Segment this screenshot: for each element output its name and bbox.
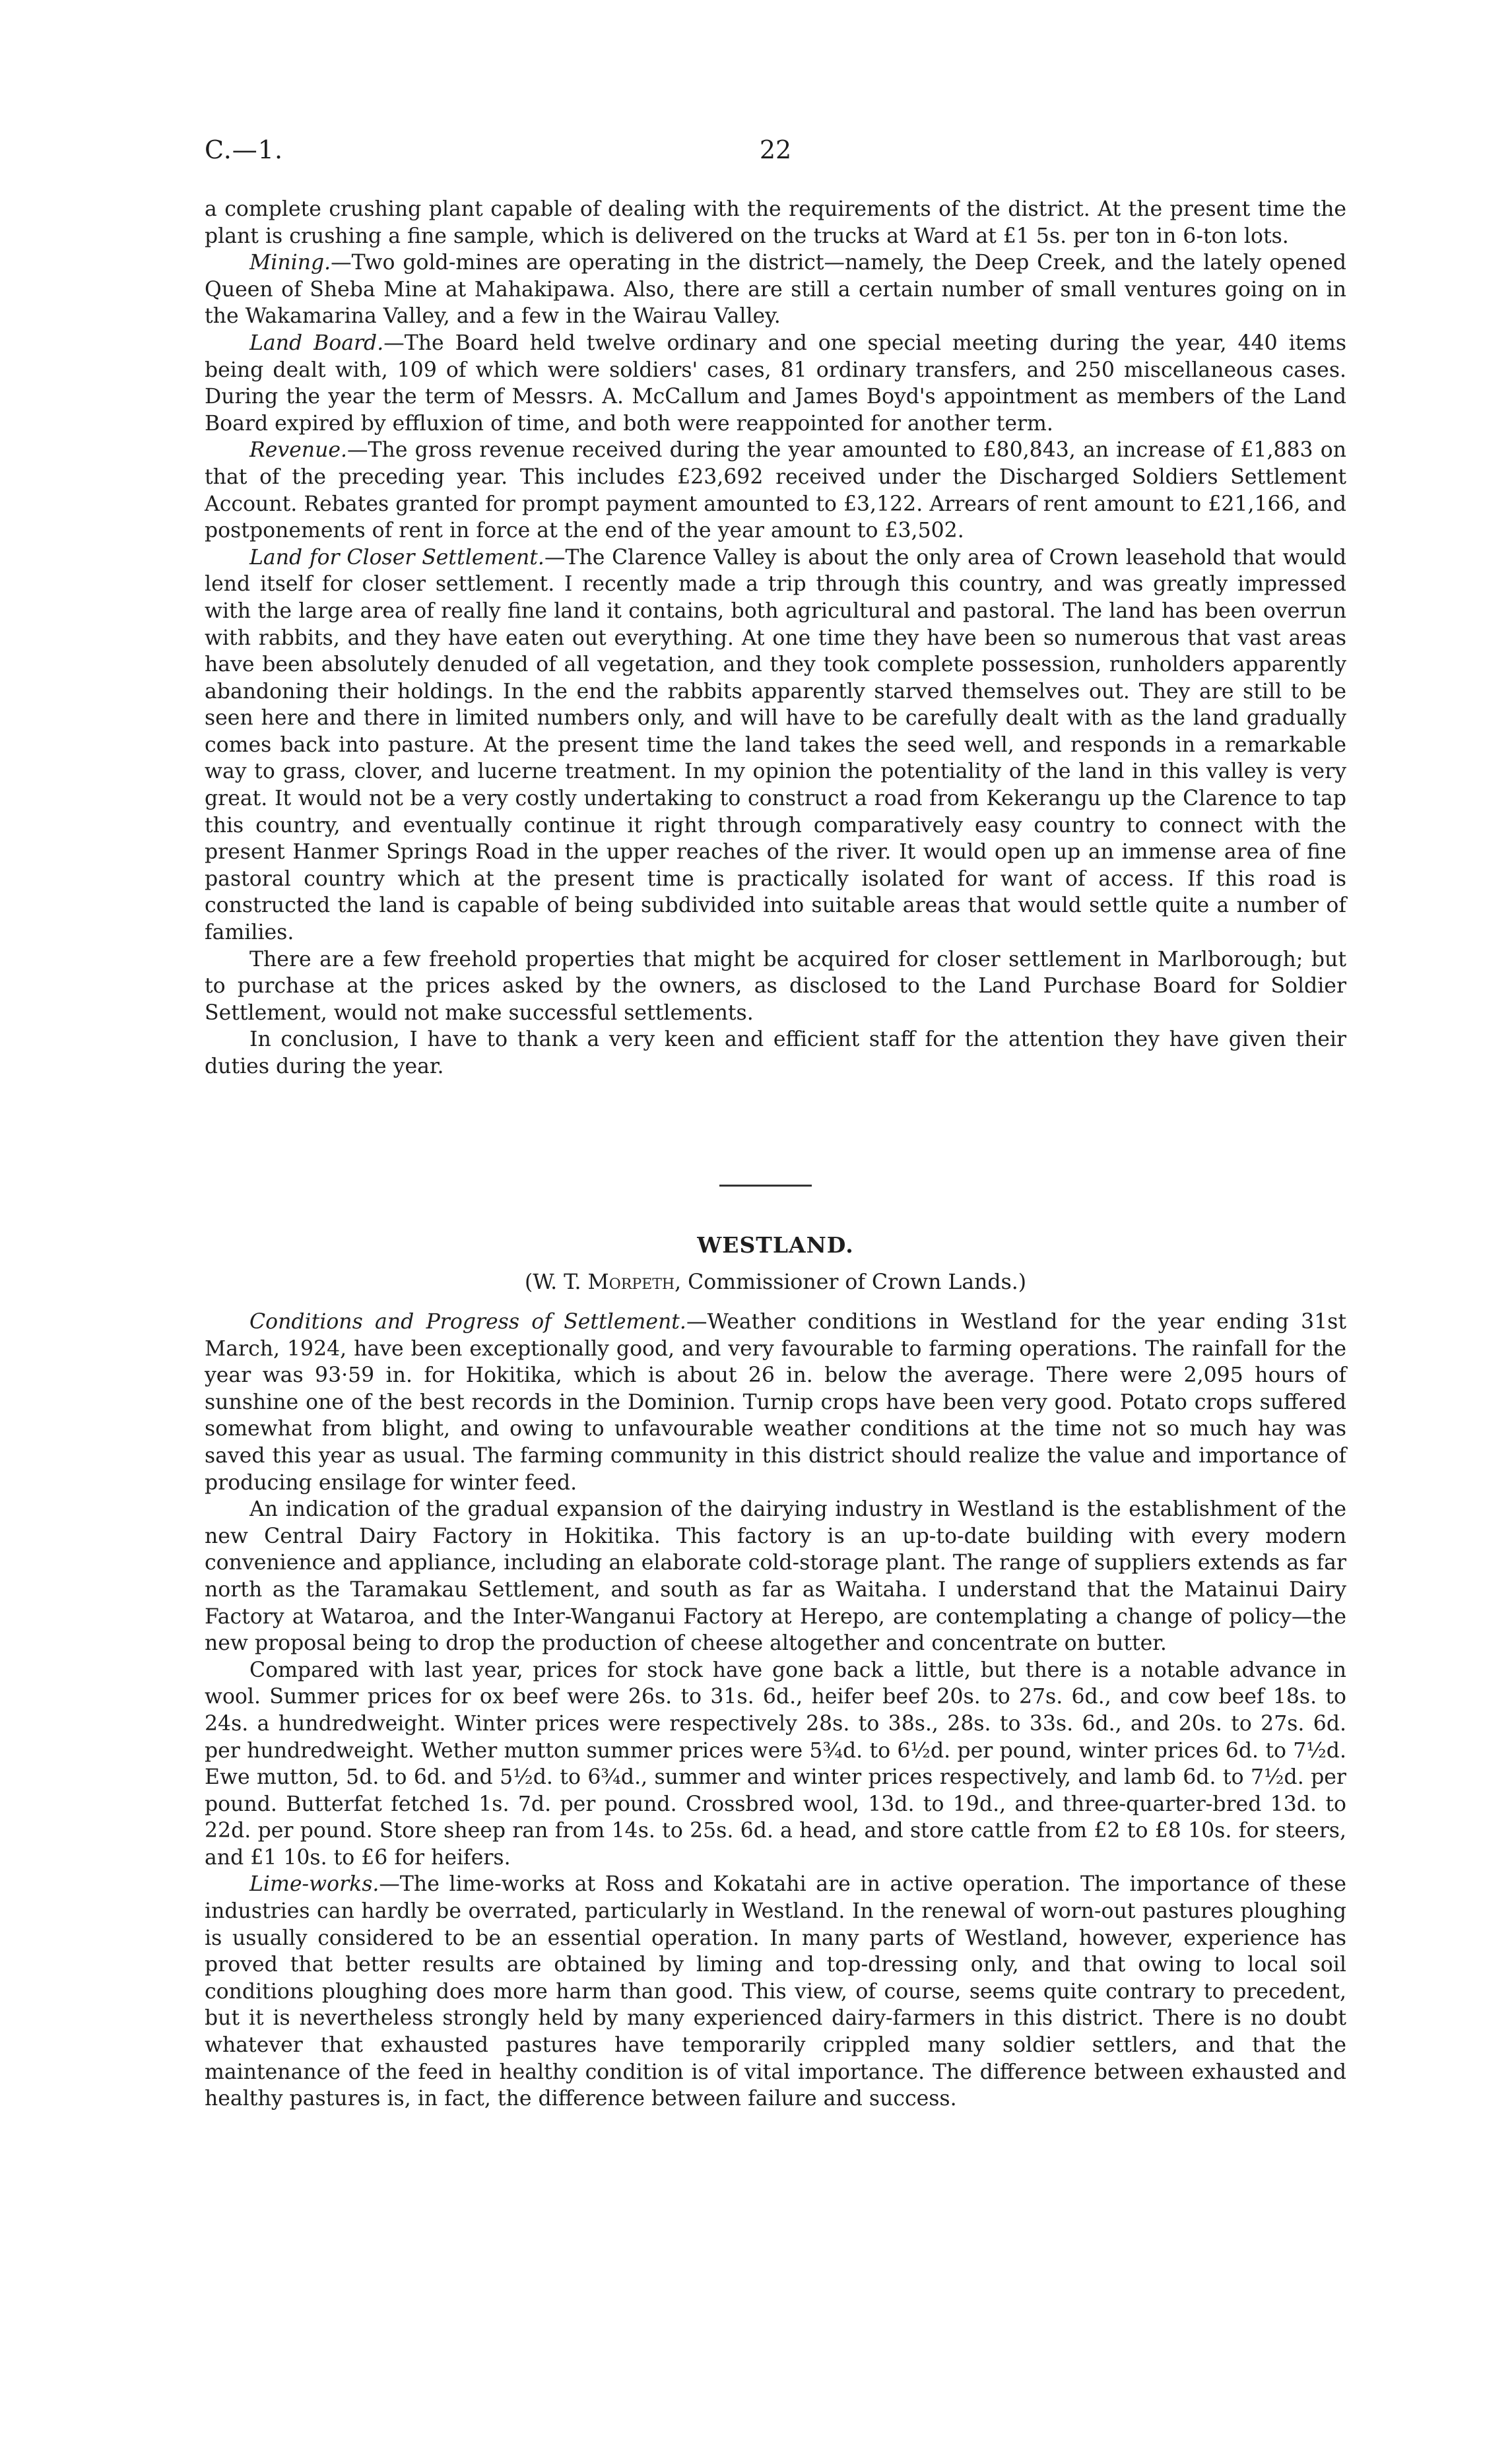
paragraph-land-board: Land Board.—The Board held twelve ordinary and one special meeting during the year, 440 items being dealt with, 109 of which were soldiers' cases, 81 ordinary transfers, and 250 miscellaneous cases. During the year the term of Messrs. A. McCallum and James Boyd's appointment as members of the Land Board expired by effluxion of time, and both were reappointed for another term. bbox=[205, 331, 1346, 436]
paragraph-heading: Lime-works. bbox=[249, 1872, 379, 1897]
paragraph-heading: Revenue. bbox=[249, 438, 348, 463]
paragraph-closer-settlement: Land for Closer Settlement.—The Clarence Valley is about the only area of Crown leasehold that would lend itself for closer settlement. I recently made a trip through this country, and was greatly impressed with the large area of really fine land it contains, both agricultural and pastoral. The land has been overrun with rabbits, and they have eaten out everything. At one time they have been so numerous that vast areas have been absolutely denuded of all vegetation, and they took complete possession, runholders apparently abandoning their holdings. In the end the rabbits apparently starved themselves out. They are still to be seen here and there in limited numbers only, and will have to be carefully dealt with as the land gradually comes back into pasture. At the present time the land takes the seed well, and responds in a remarkable way to grass, clover, and lucerne treatment. In my opinion the potentiality of the land in this valley is very great. It would not be a very costly undertaking to construct a road from Kekerangu up the Clarence to tap this country, and eventually continue it right through comparatively easy country to connect with the present Hanmer Springs Road in the upper reaches of the river. It would open up an immense area of fine pastoral country which at the present time is practically isolated for want of access. If this road is constructed the land is capable of being subdivided into suitable areas that would settle quite a number of families. bbox=[205, 545, 1346, 945]
paragraph-revenue: Revenue.—The gross revenue received during the year amounted to £80,843, an increase of £1,883 on that of the preceding year. This includes £23,692 received under the Discharged Soldiers Settlement Account. Rebates granted for prompt payment amounted to £3,122. Arrears of rent amount to £21,166, and postponements of rent in force at the end of the year amount to £3,502. bbox=[205, 438, 1346, 543]
paragraph-freehold: There are a few freehold properties that might be acquired for closer settlement in Marlborough; but to purchase at the prices asked by the owners, as disclosed to the Land Purchase Board for Soldier Settlement, would not make successful settlements. bbox=[205, 947, 1346, 1025]
paragraph-heading: Conditions and Progress of Settlement. bbox=[249, 1310, 686, 1334]
paragraph-prices: Compared with last year, prices for stock have gone back a little, but there is a notable advance in wool. Summer prices for ox beef were 26s. to 31s. 6d., heifer beef 20s. to 27s. 6d., and cow beef 18s. to 24s. a hundredweight. Winter prices were respectively 28s. to 38s., 28s. to 33s. 6d., and 20s. to 27s. 6d. per hundredweight. Wether mutton summer prices were 5¾d. to 6½d. per pound, winter prices 6d. to 7½d. Ewe mutton, 5d. to 6d. and 5½d. to 6¾d., summer and winter prices respectively, and lamb 6d. to 7½d. per pound. Butterfat fetched 1s. 7d. per pound. Crossbred wool, 13d. to 19d., and three-quarter-bred 13d. to 22d. per pound. Store sheep ran from 14s. to 25s. 6d. a head, and store cattle from £2 to £8 10s. for steers, and £1 10s. to £6 for heifers. bbox=[205, 1658, 1346, 1870]
page-number: 22 bbox=[759, 135, 792, 164]
paragraph-mining: Mining.—Two gold-mines are operating in the district—namely, the Deep Creek, and the lately opened Queen of Sheba Mine at Mahakipawa. Also, there are still a certain number of small ventures going on in the Wakamarina Valley, and a few in the Wairau Valley. bbox=[205, 251, 1346, 329]
paragraph: a complete crushing plant capable of dealing with the requirements of the district. At the present time the plant is crushing a fine sample, which is delivered on the trucks at Ward at £1 5s. per ton in 6-ton lots. bbox=[205, 197, 1346, 248]
paragraph-heading: Mining. bbox=[249, 251, 331, 275]
page-header bbox=[205, 135, 1346, 175]
westland-section bbox=[205, 1309, 1346, 2112]
document-reference: C.—1. bbox=[205, 135, 284, 164]
paragraph-conclusion: In conclusion, I have to thank a very keen and efficient staff for the attention they have given their duties during the year. bbox=[205, 1028, 1346, 1078]
paragraph-heading: Land Board. bbox=[249, 331, 384, 355]
section-title: WESTLAND. bbox=[697, 1232, 854, 1258]
paragraph-conditions: Conditions and Progress of Settlement.—Weather conditions in Westland for the year ending 31st March, 1924, have been exceptionally good, and very favourable to farming operations. The rainfall for the year was 93·59 in. for Hokitika, which is about 26 in. below the average. There were 2,095 hours of sunshine one of the best records in the Dominion. Turnip crops have been very good. Potato crops suffered somewhat from blight, and owing to unfavourable weather conditions at the time not so much hay was saved this year as usual. The farming community in this district should realize the value and importance of producing ensilage for winter feed. bbox=[205, 1310, 1346, 1495]
paragraph-heading: Land for Closer Settlement. bbox=[249, 545, 544, 570]
section-divider bbox=[719, 1185, 812, 1187]
section-subtitle: (W. T. Morpeth, Commissioner of Crown Lands.) bbox=[524, 1270, 1027, 1294]
commissioner-name: Morpeth bbox=[587, 1270, 675, 1294]
paragraph-dairying: An indication of the gradual expansion of the dairying industry in Westland is the establishment of the new Central Dairy Factory in Hokitika. This factory is an up-to-date building with every modern convenience and appliance, including an elaborate cold-storage plant. The range of suppliers extends as far north as the Taramakau Settlement, and south as far as Waitaha. I understand that the Matainui Dairy Factory at Wataroa, and the Inter-Wanganui Factory at Herepo, are contemplating a change of policy—the new proposal being to drop the production of cheese altogether and concentrate on butter. bbox=[205, 1497, 1346, 1656]
marlborough-continuation bbox=[205, 196, 1346, 1080]
paragraph-lime-works: Lime-works.—The lime-works at Ross and Kokatahi are in active operation. The importance of these industries can hardly be overrated, particularly in Westland. In the renewal of worn-out pastures ploughing is usually considered to be an essential operation. In many parts of Westland, however, experience has proved that better results are obtained by liming and top-dressing only, and that owing to local soil conditions ploughing does more harm than good. This view, of course, seems quite contrary to precedent, but it is nevertheless strongly held by many experienced dairy-farmers in this district. There is no doubt whatever that exhausted pastures have temporarily crippled many soldier settlers, and that the maintenance of the feed in healthy condition is of vital importance. The difference between exhausted and healthy pastures is, in fact, the difference between failure and success. bbox=[205, 1872, 1346, 2111]
